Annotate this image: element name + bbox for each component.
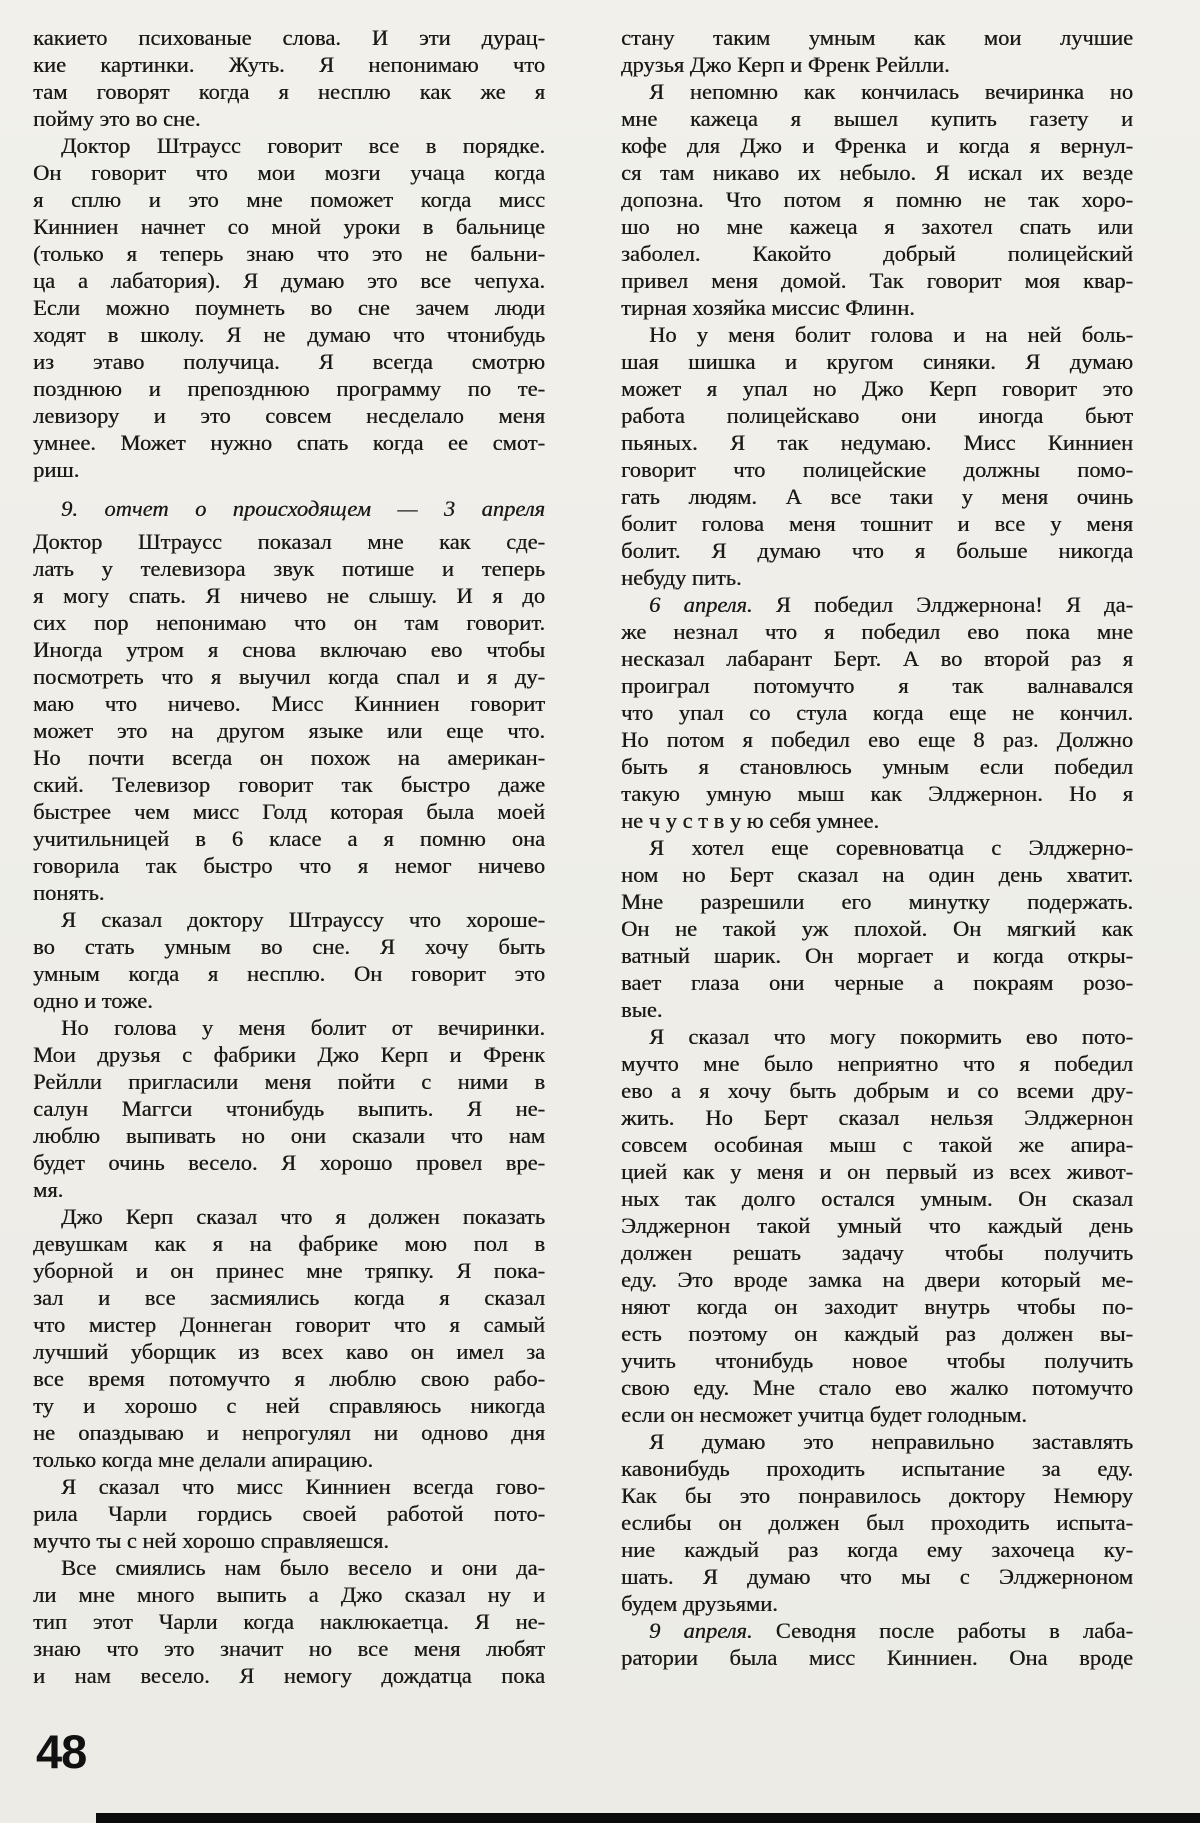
text-line: не опаздываю и непрогулял ни одново дня [33, 1420, 545, 1445]
paragraph [33, 906, 545, 1014]
text-line: Но голова у меня болит от вечиринки. [61, 1015, 545, 1040]
text-line: гать людям. А все таки у меня очинь [621, 484, 1133, 509]
text-line: еду. Это вроде замка на двери который ме- [621, 1267, 1133, 1292]
text-line: шая шишка и кругом синяки. Я думаю [621, 349, 1133, 374]
text-line: стану таким умным как мои лучшие [621, 25, 1133, 50]
text-line: ский. Телевизор говорит так быстро даже [33, 772, 545, 797]
text-line: 9 апреля. Севодня после работы в лаба- [649, 1618, 1133, 1643]
scan-edge-artifact [96, 1813, 1200, 1823]
text-line: вые. [621, 997, 663, 1022]
text-line: мучто мне было неприятно что я победил [621, 1051, 1133, 1076]
text-line: одно и тоже. [33, 988, 153, 1013]
text-line: левизору и это совсем несделало меня [33, 403, 545, 428]
text-line: Мне разрешили его минутку подержать. [621, 889, 1133, 914]
text-line: ево а я хочу быть добрым и со всеми дру- [621, 1078, 1133, 1103]
text-line: же незнал что я победил ево пока мне [621, 619, 1133, 644]
text-line: ние каждый раз когда ему захочеца ку- [621, 1537, 1133, 1562]
text-line: быть я становлюсь умным если победил [621, 754, 1133, 779]
text-line: Я думаю это неправильно заставлять [649, 1429, 1133, 1454]
paragraph [33, 1203, 545, 1473]
text-line: (только я теперь знаю что это не бальни- [33, 241, 545, 266]
text-line: небуду пить. [621, 565, 742, 590]
text-line: несказал лабарант Берт. А во второй раз я [621, 646, 1133, 671]
text-line: может я упал но Джо Керп говорит это [621, 376, 1133, 401]
paragraph [621, 1428, 1133, 1617]
text-line: должен решать задачу чтобы получить [621, 1240, 1133, 1265]
text-line: если он несможет учитца будет голодным. [621, 1402, 1027, 1427]
text-line: что мистер Доннеган говорит что я самый [33, 1312, 545, 1337]
text-line: есть поэтому он каждый раз должен вы- [621, 1321, 1133, 1346]
text-line: только когда мне делали апирацию. [33, 1447, 374, 1472]
text-line: сих пор непонимаю что он там говорит. [33, 610, 545, 635]
text-line: говорила так быстро что я немог ничево [33, 853, 545, 878]
text-line: Я хотел еще соревноватца с Элджерно- [649, 835, 1133, 860]
text-line: пойму это во сне. [33, 106, 201, 131]
section-heading [33, 495, 545, 522]
text-line: болит голова меня тошнит и все у меня [621, 511, 1133, 536]
diary-date: 6 апреля. [649, 592, 753, 617]
text-line: и нам весело. Я немогу дождатца пока [33, 1663, 545, 1688]
text-line: шать. Я думаю что мы с Элджерноном [621, 1564, 1133, 1589]
text-line: все время потомучто я люблю свою рабо- [33, 1366, 545, 1391]
text-line: ту и хорошо с ней справляюсь никогда [33, 1393, 545, 1418]
text-line: Я непомню как кончилась вечиринка но [649, 79, 1133, 104]
text-line: знаю что это значит но все меня любят [33, 1636, 545, 1661]
text-line: кавонибудь проходить испытание за еду. [621, 1456, 1133, 1481]
text-line: Рейлли пригласили меня пойти с ними в [33, 1069, 545, 1094]
text-line: тип этот Чарли когда наклюкаетца. Я не- [33, 1609, 545, 1634]
text-line: Кинниен начнет со мной уроки в бальнице [33, 214, 545, 239]
text-line: такую умную мыш как Элджернон. Но я [621, 781, 1133, 806]
text-line: проиграл потомучто я так валнавался [621, 673, 1133, 698]
text-line: Доктор Штраусс говорит все в порядке. [61, 133, 545, 158]
text-line: шо но мне кажеца я захотел спать или [621, 214, 1133, 239]
text-line: Мои друзья с фабрики Джо Керп и Френк [33, 1042, 545, 1067]
text-line: там говорят когда я несплю как же я [33, 79, 545, 104]
diary-date: 9 апреля. [649, 1618, 753, 1643]
paragraph [621, 591, 1133, 834]
paragraph [33, 528, 545, 906]
text-line: я сплю и это мне поможет когда мисс [33, 187, 545, 212]
text-line: какието психованые слова. И эти дурац- [33, 25, 545, 50]
text-line: Он не такой уж плохой. Он мягкий как [621, 916, 1133, 941]
text-line: понять. [33, 880, 105, 905]
text-line: я могу спать. Я ничево не слышу. И я до [33, 583, 545, 608]
text-line: привел меня домой. Так говорит моя квар- [621, 268, 1133, 293]
text-line: друзья Джо Керп и Френк Рейлли. [621, 52, 950, 77]
text-line: салун Маггси чтонибудь выпить. Я не- [33, 1096, 545, 1121]
text-line: не ч у с т в у ю себя умнее. [621, 808, 880, 833]
text-line: тирная хозяйка миссис Флинн. [621, 295, 915, 320]
paragraph [33, 24, 545, 132]
text-line: совсем особиная мыш с такой же апира- [621, 1132, 1133, 1157]
text-line: Я сказал доктору Штрауссу что хороше- [61, 907, 545, 932]
text-line: умнее. Может нужно спать когда ее смот- [33, 430, 545, 455]
text-line: люблю выпивать но они сказали что нам [33, 1123, 545, 1148]
text-line: Я сказал что могу покормить ево пото- [649, 1024, 1133, 1049]
text-line: 9. отчет о происходящем — 3 апреля [61, 496, 545, 521]
text-line: будем друзьями. [621, 1591, 778, 1616]
text-line: мучто ты с ней хорошо справляешся. [33, 1528, 389, 1553]
text-line: Он говорит что мои мозги учаца когда [33, 160, 545, 185]
paragraph [621, 78, 1133, 321]
paragraph [621, 24, 1133, 78]
paragraph [33, 1473, 545, 1554]
text-line: позднюю и препозднюю программу по те- [33, 376, 545, 401]
text-line: может это на другом языке или еще что. [33, 718, 545, 743]
text-line: лучший уборщик из всех каво он имел за [33, 1339, 545, 1364]
text-line: во стать умным во сне. Я хочу быть [33, 934, 545, 959]
text-line: цией как у меня и он первый из всех живот- [621, 1159, 1133, 1184]
text-line: ходят в школу. Я не думаю что чтонибудь [33, 322, 545, 347]
paragraph [621, 321, 1133, 591]
text-column-right [621, 24, 1133, 1671]
text-line: Но потом я победил ево еще 8 раз. Должно [621, 727, 1133, 752]
page-number: 48 [36, 1725, 87, 1778]
text-line: жить. Но Берт сказал нельзя Элджернон [621, 1105, 1133, 1130]
text-line: из этаво получица. Я всегда смотрю [33, 349, 545, 374]
text-line: Элджернон такой умный что каждый день [621, 1213, 1133, 1238]
text-line: говорит что полицейские должны помо- [621, 457, 1133, 482]
text-line: уборной и он принес мне тряпку. Я пока- [33, 1258, 545, 1283]
text-line: Если можно поумнеть во сне зачем люди [33, 295, 545, 320]
text-line: ся там никаво их небыло. Я искал их везде [621, 160, 1133, 185]
text-line: еслибы он должен был проходить испыта- [621, 1510, 1133, 1535]
text-line: пьяных. Я так недумаю. Мисс Кинниен [621, 430, 1133, 455]
paragraph [33, 1554, 545, 1689]
text-line: кие картинки. Жуть. Я непонимаю что [33, 52, 545, 77]
text-line: риш. [33, 457, 80, 482]
text-line: ли мне много выпить а Джо сказал ну и [33, 1582, 545, 1607]
text-line: рила Чарли гордись своей работой пото- [33, 1501, 545, 1526]
text-line: Но у меня болит голова и на ней боль- [649, 322, 1133, 347]
text-line: заболел. Какойто добрый полицейский [621, 241, 1133, 266]
text-line: Все смиялись нам было весело и они да- [61, 1555, 545, 1580]
text-line: Но почти всегда он похож на американ- [33, 745, 545, 770]
text-line: ном но Берт сказал на один день хватит. [621, 862, 1133, 887]
text-line: ратории была мисс Кинниен. Она вроде [621, 1645, 1133, 1670]
text-line: мне кажеца я вышел купить газету и [621, 106, 1133, 131]
text-line: зал и все засмиялись когда я сказал [33, 1285, 545, 1310]
text-line: Иногда утром я снова включаю ево чтобы [33, 637, 545, 662]
text-line: посмотреть что я выучил когда спал и я ду- [33, 664, 545, 689]
text-line: маю что ничево. Мисс Кинниен говорит [33, 691, 545, 716]
text-line: вает глаза они черные а покраям розо- [621, 970, 1133, 995]
text-line: Я сказал что мисс Кинниен всегда гово- [61, 1474, 545, 1499]
text-line: мя. [33, 1177, 64, 1202]
text-line: быстрее чем мисс Голд которая была моей [33, 799, 545, 824]
paragraph [33, 1014, 545, 1203]
text-line: работа полицейскаво они иногда бьют [621, 403, 1133, 428]
text-line: кофе для Джо и Френка и когда я вернул- [621, 133, 1133, 158]
text-line: учитильницей в 6 класе а я помню она [33, 826, 545, 851]
text-line: Джо Керп сказал что я должен показать [61, 1204, 545, 1229]
text-column-left [33, 24, 545, 1689]
text-line: болит. Я думаю что я больше никогда [621, 538, 1133, 563]
text-line: лать у телевизора звук потише и теперь [33, 556, 545, 581]
paragraph [621, 1617, 1133, 1671]
text-line: будет очинь весело. Я хорошо провел вре- [33, 1150, 545, 1175]
text-line: ца а лабатория). Я думаю это все чепуха. [33, 268, 545, 293]
paragraph [33, 132, 545, 483]
text-line: ватный шарик. Он моргает и когда откры- [621, 943, 1133, 968]
text-line: Доктор Штраусс показал мне как сде- [33, 529, 545, 554]
text-line: умным когда я несплю. Он говорит это [33, 961, 545, 986]
text-line: свою еду. Мне стало ево жалко потомучто [621, 1375, 1133, 1400]
paragraph [621, 834, 1133, 1023]
text-line: что упал со стула когда еще не кончил. [621, 700, 1133, 725]
paragraph [621, 1023, 1133, 1428]
text-line: няют когда он заходит внутрь чтобы по- [621, 1294, 1133, 1319]
text-line: ных так долго остался умным. Он сказал [621, 1186, 1133, 1211]
text-line: девушкам как я на фабрике мою пол в [33, 1231, 545, 1256]
text-line: учить чтонибудь новое чтобы получить [621, 1348, 1133, 1373]
text-line: 6 апреля. Я победил Элджернона! Я да- [649, 592, 1133, 617]
text-line: допозна. Что потом я помню не так хоро- [621, 187, 1133, 212]
text-line: Как бы это понравилось доктору Немюру [621, 1483, 1133, 1508]
